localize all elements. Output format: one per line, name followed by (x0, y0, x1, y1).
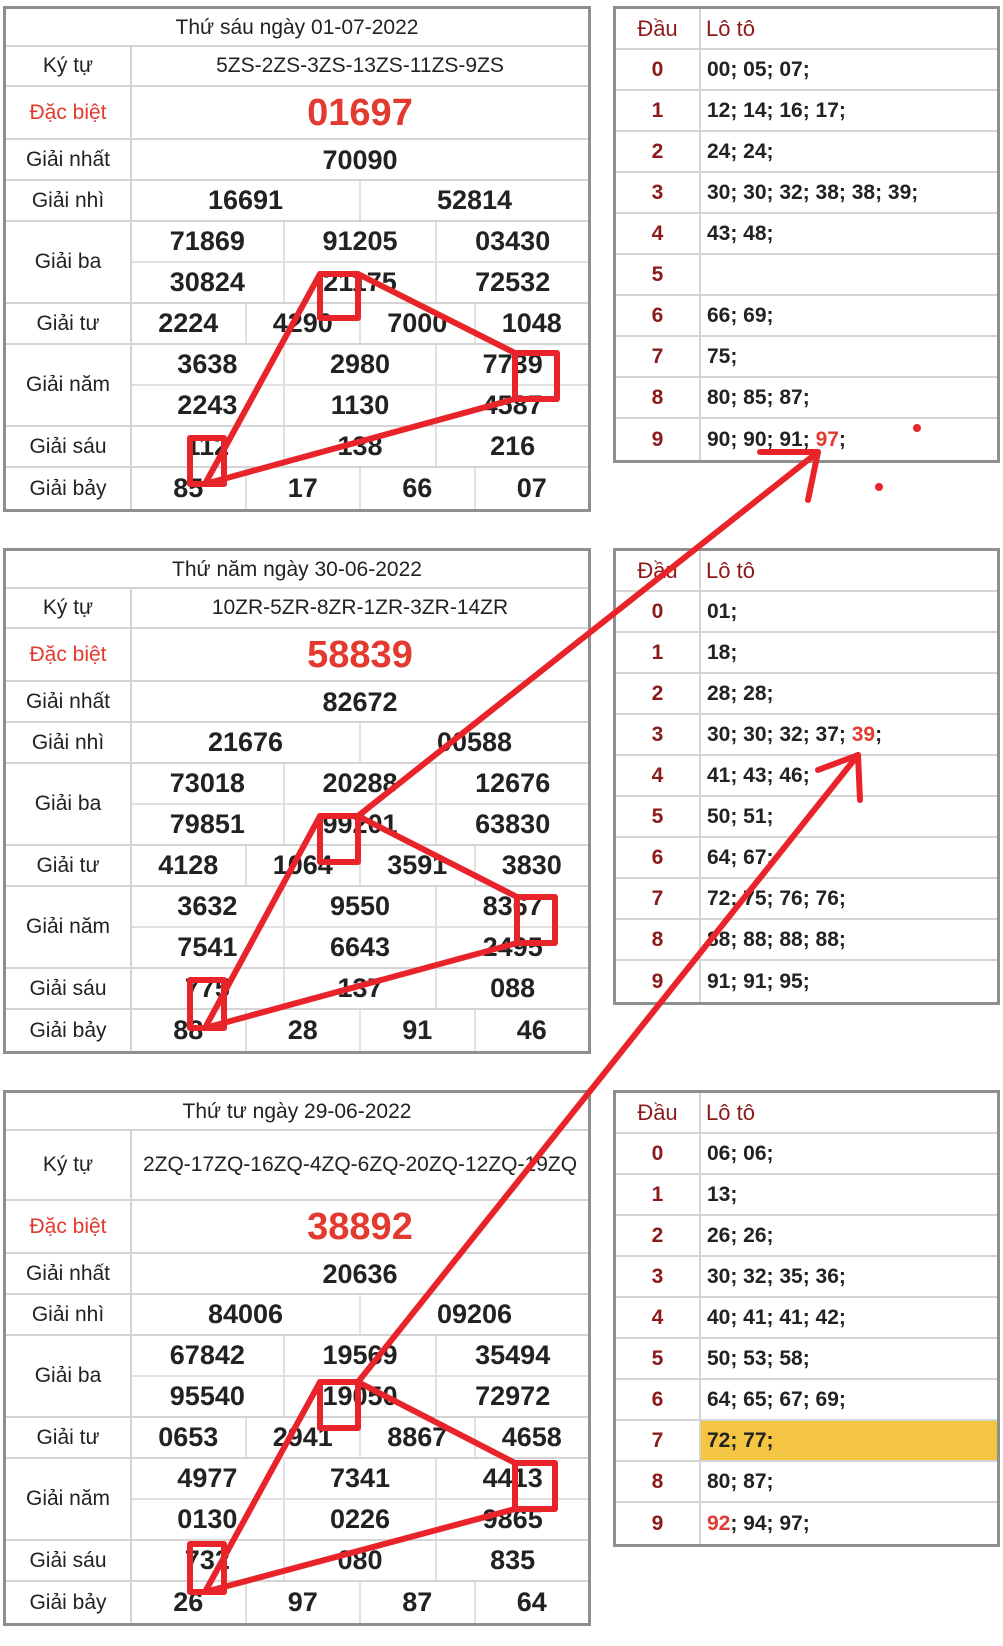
giai-ba-label: Giải ba (6, 764, 132, 844)
loto-row (616, 715, 997, 756)
dau-digit: 1 (616, 633, 701, 672)
loto-values (701, 1175, 997, 1214)
prize-number: 97 (247, 1582, 362, 1623)
result-table-2 (3, 548, 591, 1054)
giai-bay-label: Giải bảy (6, 1582, 132, 1623)
loto-header: Lô tô (706, 15, 755, 41)
prize-number: 3830 (501, 850, 562, 880)
loto-row (616, 879, 997, 920)
giai-nhat-value: 82672 (322, 686, 398, 717)
ky-tu-label: Ký tự (6, 589, 132, 627)
dau-digit: 6 (616, 296, 701, 335)
prize-number: 91205 (285, 222, 438, 261)
loto-values (701, 378, 997, 417)
loto-values (701, 715, 997, 754)
loto-row (616, 797, 997, 838)
loto-row (616, 592, 997, 633)
giai-ba-label: Giải ba (6, 1336, 132, 1416)
loto-row (616, 296, 997, 337)
loto-header-row (616, 551, 997, 592)
dau-digit: 9 (616, 419, 701, 460)
giai-bay-label: Giải bảy (6, 468, 132, 509)
loto-number: 26; 26; (707, 1223, 774, 1247)
giai-sau-label: Giải sáu (6, 969, 132, 1008)
prize-number: 137 (285, 969, 438, 1008)
prize-number: 79851 (132, 805, 285, 844)
result-table-1 (3, 6, 591, 512)
giai-bay-row (6, 468, 588, 509)
giai-nam-row (6, 887, 588, 969)
prize-number: 07 (516, 473, 547, 503)
giai-nam-row (6, 1459, 588, 1541)
loto-number: 30; 30; 32; 38; 38; 39; (707, 180, 919, 204)
dac-biet-value: 38892 (307, 1205, 413, 1248)
loto-number: 80; 87; (707, 1469, 774, 1493)
loto-values (701, 419, 997, 460)
dau-digit: 7 (616, 337, 701, 376)
prize-number: 3638 (132, 345, 285, 384)
prize-number: 21676 (132, 723, 361, 762)
ky-tu-row (6, 1131, 588, 1201)
prize-number: 7739 (482, 349, 543, 379)
prize-number: 2980 (285, 345, 438, 384)
loto-values (701, 592, 997, 631)
giai-tu-label: Giải tư (6, 1418, 132, 1457)
dau-digit: 2 (616, 1216, 701, 1255)
loto-row (616, 633, 997, 674)
prize-number: 99201 (285, 805, 438, 844)
loto-values (701, 920, 997, 959)
prize-number: 12676 (475, 768, 551, 798)
loto-row (616, 1421, 997, 1462)
loto-row (616, 838, 997, 879)
prize-number: 2224 (132, 304, 247, 343)
dau-digit: 4 (616, 1298, 701, 1337)
loto-number: 64; 65; 67; 69; (707, 1387, 846, 1411)
prize-number: 09206 (436, 1299, 513, 1329)
dau-digit: 7 (616, 879, 701, 918)
loto-row (616, 337, 997, 378)
loto-table-3 (613, 1090, 1000, 1547)
prize-number: 2495 (482, 932, 543, 962)
prize-number: 732 (132, 1541, 285, 1580)
result-date-title: Thứ sáu ngày 01-07-2022 (6, 9, 588, 47)
prize-number: 46 (516, 1015, 547, 1045)
loto-number: 28; 28; (707, 681, 774, 705)
prize-number: 30824 (132, 263, 285, 302)
giai-bay-row (6, 1010, 588, 1051)
loto-number: 13; (707, 1182, 738, 1206)
loto-number: 24; 24; (707, 139, 774, 163)
loto-values (701, 797, 997, 836)
loto-values (701, 756, 997, 795)
dau-digit: 2 (616, 674, 701, 713)
prize-number: 112 (132, 427, 285, 466)
prize-number: 71869 (132, 222, 285, 261)
giai-tu-row (6, 1418, 588, 1459)
loto-row (616, 1216, 997, 1257)
loto-number: 01; (707, 599, 738, 623)
dau-digit: 5 (616, 1339, 701, 1378)
loto-row (616, 419, 997, 460)
giai-nhi-row (6, 181, 588, 222)
giai-nhi-label: Giải nhì (6, 181, 132, 220)
dau-digit: 3 (616, 1257, 701, 1296)
loto-number: 90; 90; 91; (707, 427, 816, 451)
loto-number: ; 94; 97; (730, 1511, 810, 1535)
prize-number: 35494 (475, 1340, 551, 1370)
prize-number: 21175 (285, 263, 438, 302)
prize-number: 52814 (436, 185, 513, 215)
loto-values (701, 838, 997, 877)
prize-number: 835 (490, 1545, 536, 1575)
prize-number: 72972 (475, 1381, 551, 1411)
prize-number: 3632 (132, 887, 285, 926)
loto-number: 75; (707, 344, 738, 368)
loto-values (701, 961, 997, 1002)
ky-tu-value: 2ZQ-17ZQ-16ZQ-4ZQ-6ZQ-20ZQ-12ZQ-19ZQ (142, 1153, 578, 1176)
dau-digit: 1 (616, 1175, 701, 1214)
prize-number: 7341 (285, 1459, 438, 1498)
loto-values (701, 1503, 997, 1544)
prize-number: 03430 (475, 226, 551, 256)
prize-number: 9550 (285, 887, 438, 926)
loto-row (616, 1462, 997, 1503)
prize-number: 0226 (285, 1500, 438, 1539)
loto-values (701, 1257, 997, 1296)
dau-digit: 0 (616, 50, 701, 89)
loto-number: 64; 67; (707, 845, 774, 869)
result-date-title: Thứ năm ngày 30-06-2022 (6, 551, 588, 589)
prize-number: 84006 (132, 1295, 361, 1334)
loto-row (616, 1257, 997, 1298)
loto-number: 43; 48; (707, 221, 774, 245)
dau-digit: 1 (616, 91, 701, 130)
giai-nhat-label: Giải nhất (6, 682, 132, 721)
loto-number: 30; 32; 35; 36; (707, 1264, 846, 1288)
loto-row (616, 91, 997, 132)
loto-values (701, 173, 997, 212)
ky-tu-row (6, 47, 588, 87)
giai-nam-row (6, 345, 588, 427)
loto-values (701, 91, 997, 130)
loto-row (616, 756, 997, 797)
loto-values (701, 1421, 997, 1460)
loto-values (701, 296, 997, 335)
dau-digit: 8 (616, 920, 701, 959)
dau-digit: 5 (616, 797, 701, 836)
giai-nhat-value: 20636 (322, 1258, 398, 1289)
result-date-title: Thứ tư ngày 29-06-2022 (6, 1093, 588, 1131)
dau-header: Đầu (616, 551, 701, 590)
loto-number: ; (875, 722, 883, 746)
loto-values (701, 1298, 997, 1337)
loto-table-2 (613, 548, 1000, 1005)
prize-number: 87 (361, 1582, 476, 1623)
loto-number: 18; (707, 640, 738, 664)
loto-number: 40; 41; 41; 42; (707, 1305, 846, 1329)
prize-number: 4977 (132, 1459, 285, 1498)
prize-number: 4658 (501, 1422, 562, 1452)
loto-hit-number: 39 (851, 722, 876, 746)
prize-number: 67842 (132, 1336, 285, 1375)
loto-number: 72; 75; 76; 76; (707, 886, 846, 910)
loto-number: 66; 69; (707, 303, 774, 327)
prize-number: 1130 (285, 386, 438, 425)
prize-number: 138 (285, 427, 438, 466)
dau-digit: 4 (616, 756, 701, 795)
loto-row (616, 173, 997, 214)
loto-header: Lô tô (706, 557, 755, 583)
giai-tu-row (6, 304, 588, 345)
prize-number: 8367 (482, 891, 543, 921)
giai-sau-label: Giải sáu (6, 427, 132, 466)
prize-number: 775 (132, 969, 285, 1008)
prize-number: 3591 (361, 846, 476, 885)
giai-nhat-value: 70090 (322, 144, 398, 175)
prize-number: 216 (490, 431, 536, 461)
result-table-3 (3, 1090, 591, 1626)
loto-number: 30; 30; 32; 37; (707, 722, 852, 746)
dau-digit: 8 (616, 378, 701, 417)
prize-number: 2243 (132, 386, 285, 425)
dau-digit: 0 (616, 1134, 701, 1173)
giai-ba-row (6, 1336, 588, 1418)
loto-row (616, 214, 997, 255)
prize-number: 64 (516, 1587, 547, 1617)
giai-nhat-row (6, 1254, 588, 1295)
loto-row (616, 378, 997, 419)
loto-values (701, 879, 997, 918)
dau-digit: 2 (616, 132, 701, 171)
prize-number: 4290 (247, 304, 362, 343)
giai-nhat-row (6, 682, 588, 723)
prize-number: 88 (132, 1010, 247, 1051)
prize-number: 85 (132, 468, 247, 509)
prize-number: 00588 (436, 727, 513, 757)
prize-number: 20288 (285, 764, 438, 803)
annotation-dot (875, 483, 883, 491)
loto-values (701, 132, 997, 171)
giai-tu-label: Giải tư (6, 304, 132, 343)
loto-number: 06; 06; (707, 1141, 774, 1165)
loto-values (701, 255, 997, 294)
loto-number: 12; 14; 16; 17; (707, 98, 846, 122)
giai-nhat-row (6, 140, 588, 181)
giai-ba-row (6, 764, 588, 846)
loto-values (701, 1134, 997, 1173)
loto-hit-number: 92 (707, 1511, 731, 1535)
prize-number: 26 (132, 1582, 247, 1623)
ky-tu-label: Ký tự (6, 1131, 132, 1199)
dau-digit: 9 (616, 1503, 701, 1544)
giai-sau-label: Giải sáu (6, 1541, 132, 1580)
dac-biet-label: Đặc biệt (6, 1201, 132, 1252)
prize-number: 080 (285, 1541, 438, 1580)
loto-number: 50; 53; 58; (707, 1346, 810, 1370)
dac-biet-value: 58839 (307, 633, 413, 676)
ky-tu-label: Ký tự (6, 47, 132, 85)
loto-hit-number: 97 (815, 427, 839, 451)
prize-number: 28 (247, 1010, 362, 1051)
prize-number: 7541 (132, 928, 285, 967)
giai-tu-row (6, 846, 588, 887)
loto-values (701, 214, 997, 253)
prize-number: 19569 (285, 1336, 438, 1375)
loto-number: ; (838, 427, 846, 451)
loto-row (616, 1298, 997, 1339)
giai-nhi-label: Giải nhì (6, 723, 132, 762)
prize-number: 4128 (132, 846, 247, 885)
loto-values (701, 1462, 997, 1501)
loto-header-row (616, 9, 997, 50)
loto-number: 00; 05; 07; (707, 57, 810, 81)
giai-sau-row (6, 427, 588, 468)
giai-nhat-label: Giải nhất (6, 1254, 132, 1293)
dau-digit: 8 (616, 1462, 701, 1501)
loto-values (701, 337, 997, 376)
dac-biet-row (6, 87, 588, 140)
prize-number: 1064 (247, 846, 362, 885)
giai-nhi-row (6, 723, 588, 764)
loto-number: 50; 51; (707, 804, 774, 828)
ky-tu-value: 5ZS-2ZS-3ZS-13ZS-11ZS-9ZS (216, 54, 504, 77)
dac-biet-label: Đặc biệt (6, 87, 132, 138)
prize-number: 91 (361, 1010, 476, 1051)
giai-ba-row (6, 222, 588, 304)
ky-tu-row (6, 589, 588, 629)
loto-number: 72; 77; (707, 1428, 774, 1452)
loto-row (616, 1380, 997, 1421)
dac-biet-row (6, 629, 588, 682)
dau-digit: 5 (616, 255, 701, 294)
loto-values (701, 1380, 997, 1419)
prize-number: 6643 (285, 928, 438, 967)
giai-nhi-label: Giải nhì (6, 1295, 132, 1334)
prize-number: 0130 (132, 1500, 285, 1539)
loto-row (616, 50, 997, 91)
loto-row (616, 674, 997, 715)
loto-row (616, 1503, 997, 1544)
prize-number: 4413 (482, 1463, 543, 1493)
loto-row (616, 920, 997, 961)
loto-number: 88; 88; 88; 88; (707, 927, 846, 951)
loto-values (701, 633, 997, 672)
giai-nhat-label: Giải nhất (6, 140, 132, 179)
prize-number: 9865 (482, 1504, 543, 1534)
ky-tu-value: 10ZR-5ZR-8ZR-1ZR-3ZR-14ZR (211, 596, 509, 619)
prize-number: 17 (247, 468, 362, 509)
loto-values (701, 674, 997, 713)
giai-ba-label: Giải ba (6, 222, 132, 302)
prize-number: 66 (361, 468, 476, 509)
loto-row (616, 1134, 997, 1175)
dau-digit: 3 (616, 715, 701, 754)
loto-row (616, 1339, 997, 1380)
prize-number: 7000 (361, 304, 476, 343)
prize-number: 1048 (501, 308, 562, 338)
prize-number: 16691 (132, 181, 361, 220)
loto-values (701, 1339, 997, 1378)
loto-row (616, 961, 997, 1002)
loto-header: Lô tô (706, 1099, 755, 1125)
dac-biet-row (6, 1201, 588, 1254)
loto-table-1 (613, 6, 1000, 463)
prize-number: 73018 (132, 764, 285, 803)
dac-biet-label: Đặc biệt (6, 629, 132, 680)
dac-biet-value: 01697 (307, 91, 413, 134)
prize-number: 19050 (285, 1377, 438, 1416)
dau-digit: 4 (616, 214, 701, 253)
prize-number: 63830 (475, 809, 551, 839)
prize-number: 4587 (482, 390, 543, 420)
dau-digit: 9 (616, 961, 701, 1002)
prize-number: 088 (490, 973, 536, 1003)
giai-nam-label: Giải năm (6, 345, 132, 425)
giai-sau-row (6, 1541, 588, 1582)
giai-tu-label: Giải tư (6, 846, 132, 885)
giai-nhi-row (6, 1295, 588, 1336)
loto-number: 91; 91; 95; (707, 969, 810, 993)
loto-row (616, 1175, 997, 1216)
dau-digit: 6 (616, 838, 701, 877)
loto-number: 41; 43; 46; (707, 763, 810, 787)
prize-number: 0653 (132, 1418, 247, 1457)
loto-row (616, 255, 997, 296)
dau-digit: 7 (616, 1421, 701, 1460)
giai-sau-row (6, 969, 588, 1010)
dau-digit: 3 (616, 173, 701, 212)
giai-nam-label: Giải năm (6, 1459, 132, 1539)
prize-number: 8867 (361, 1418, 476, 1457)
dau-digit: 0 (616, 592, 701, 631)
prize-number: 95540 (132, 1377, 285, 1416)
dau-header: Đầu (616, 9, 701, 48)
dau-header: Đầu (616, 1093, 701, 1132)
giai-bay-label: Giải bảy (6, 1010, 132, 1051)
giai-bay-row (6, 1582, 588, 1623)
loto-values (701, 50, 997, 89)
dau-digit: 6 (616, 1380, 701, 1419)
loto-row (616, 132, 997, 173)
giai-nam-label: Giải năm (6, 887, 132, 967)
loto-number: 80; 85; 87; (707, 385, 810, 409)
loto-values (701, 1216, 997, 1255)
prize-number: 72532 (475, 267, 551, 297)
prize-number: 2941 (247, 1418, 362, 1457)
loto-header-row (616, 1093, 997, 1134)
